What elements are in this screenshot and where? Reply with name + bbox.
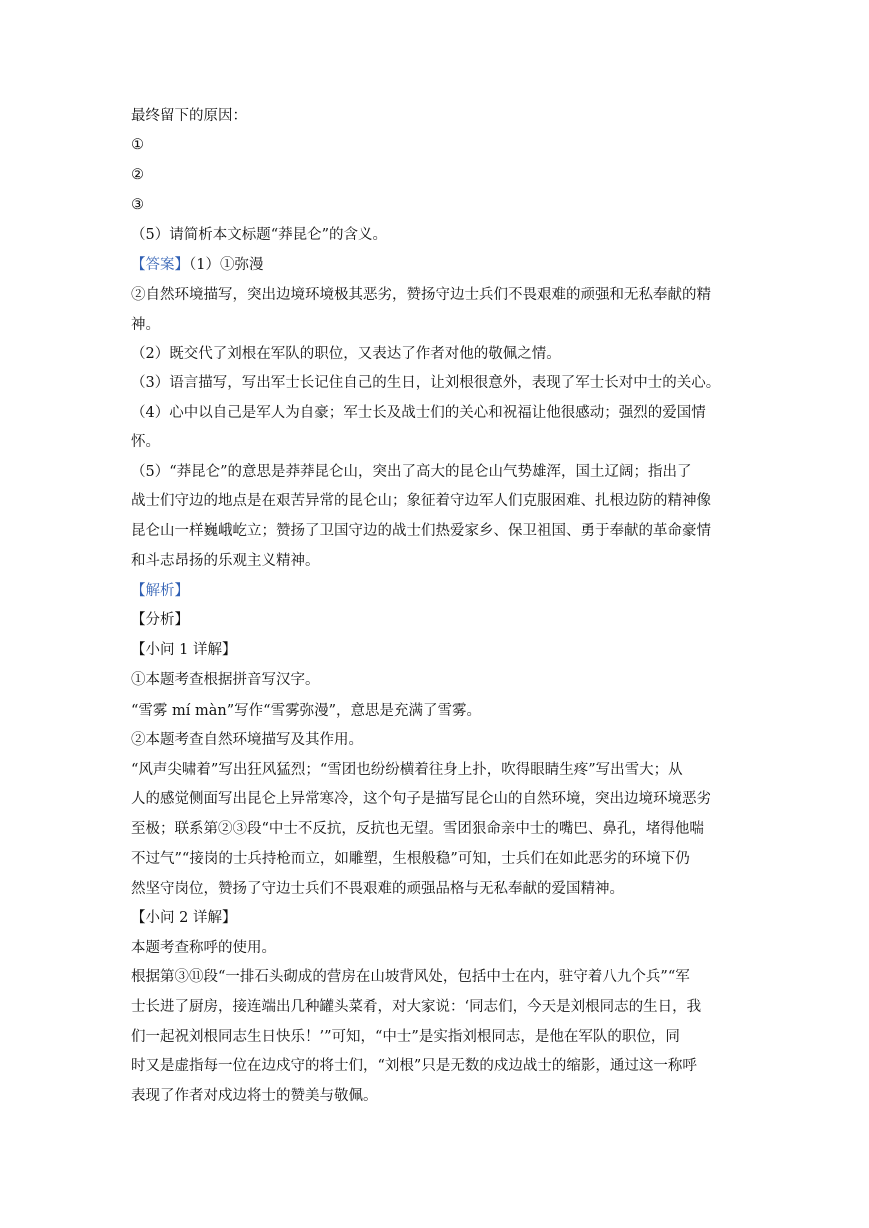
answer-tag: 【答案】 (131, 257, 189, 273)
q1-line-6: 至极；联系第②③段“中士不反抗，反抗也无望。雪团狠命亲中士的嘴巴、鼻孔，堵得他喘 (131, 821, 704, 837)
q1-line-4: “风声尖啸着”写出狂风猛烈；“雪团也纷纷横着往身上扑，吹得眼睛生疼”写出雪大；从 (131, 762, 683, 778)
reason-item-1: ① (131, 137, 144, 153)
q1-line-2: “雪雾 mí màn”写作“雪雾弥漫”，意思是充满了雪雾。 (131, 703, 481, 719)
answer-4-line-1: （4）心中以自己是军人为自豪；军士长及战士们的关心和祝福让他很感动；强烈的爱国情 (131, 405, 706, 421)
answer-3: （3）语言描写，写出军士长记住自己的生日，让刘根很意外，表现了军士长对中士的关心。 (131, 375, 721, 391)
answer-line-1 (131, 255, 741, 275)
answer-4-line-2: 怀。 (131, 434, 160, 450)
q1-line-7: 不过气”“接岗的士兵持枪而立，如雕塑，生根般稳”可知，士兵们在如此恶劣的环境下仍 (131, 851, 690, 867)
answer-5-line-2: 战士们守边的地点是在艰苦异常的昆仑山；象征着守边军人们克服困难、扎根边防的精神像 (131, 493, 711, 509)
answer-1-2-line-2: 神。 (131, 317, 160, 333)
q1-line-1: ①本题考查根据拼音写汉字。 (131, 672, 320, 688)
answer-1-2-line-1: ②自然环境描写，突出边境环境极其恶劣，赞扬守边士兵们不畏艰难的顽强和无私奉献的精 (131, 287, 711, 303)
reason-heading: 最终留下的原因： (131, 108, 247, 124)
q1-heading: 【小问 1 详解】 (131, 642, 237, 658)
q2-line-3: 士长进了厨房，接连端出几种罐头菜肴，对大家说：‘同志们，今天是刘根同志的生日，我 (131, 999, 702, 1015)
reason-item-2: ② (131, 167, 144, 183)
answer-5-line-4: 和斗志昂扬的乐观主义精神。 (131, 553, 320, 569)
q2-line-1: 本题考查称呼的使用。 (131, 940, 276, 956)
answer-2: （2）既交代了刘根在军队的职位，又表达了作者对他的敬佩之情。 (131, 346, 561, 362)
q1-line-8: 然坚守岗位，赞扬了守边士兵们不畏艰难的顽强品格与无私奉献的爱国精神。 (131, 881, 624, 897)
q2-heading: 【小问 2 详解】 (131, 910, 237, 926)
fenxi-heading: 【分析】 (131, 612, 189, 628)
reason-item-3: ③ (131, 197, 144, 213)
q1-line-3: ②本题考查自然环境描写及其作用。 (131, 732, 363, 748)
q2-line-6: 表现了作者对戍边将士的赞美与敬佩。 (131, 1088, 378, 1104)
q2-line-2: 根据第③⑪段“一排石头砌成的营房在山坡背风处，包括中士在内，驻守着八九个兵”“军 (131, 969, 690, 985)
answer-1: （1）①弥漫 (189, 257, 264, 273)
q1-line-5: 人的感觉侧面写出昆仑上异常寒冷，这个句子是描写昆仑山的自然环境，突出边境环境恶劣 (131, 791, 711, 807)
question-5: （5）请简析本文标题“莽昆仑”的含义。 (131, 227, 388, 243)
answer-5-line-1: （5）“莽昆仑”的意思是莽莽昆仑山，突出了高大的昆仑山气势雄浑，国土辽阔；指出了 (131, 464, 692, 480)
answer-5-line-3: 昆仑山一样巍峨屹立；赞扬了卫国守边的战士们热爱家乡、保卫祖国、勇于奉献的革命豪情 (131, 523, 711, 539)
analysis-tag: 【解析】 (131, 583, 189, 599)
q2-line-4: 们一起祝刘根同志生日快乐！’”可知，“中士”是实指刘根同志，是他在军队的职位，同 (131, 1029, 680, 1045)
q2-line-5: 时又是虚指每一位在边戍守的将士们，“刘根”只是无数的戍边战士的缩影，通过这一称呼 (131, 1058, 697, 1074)
